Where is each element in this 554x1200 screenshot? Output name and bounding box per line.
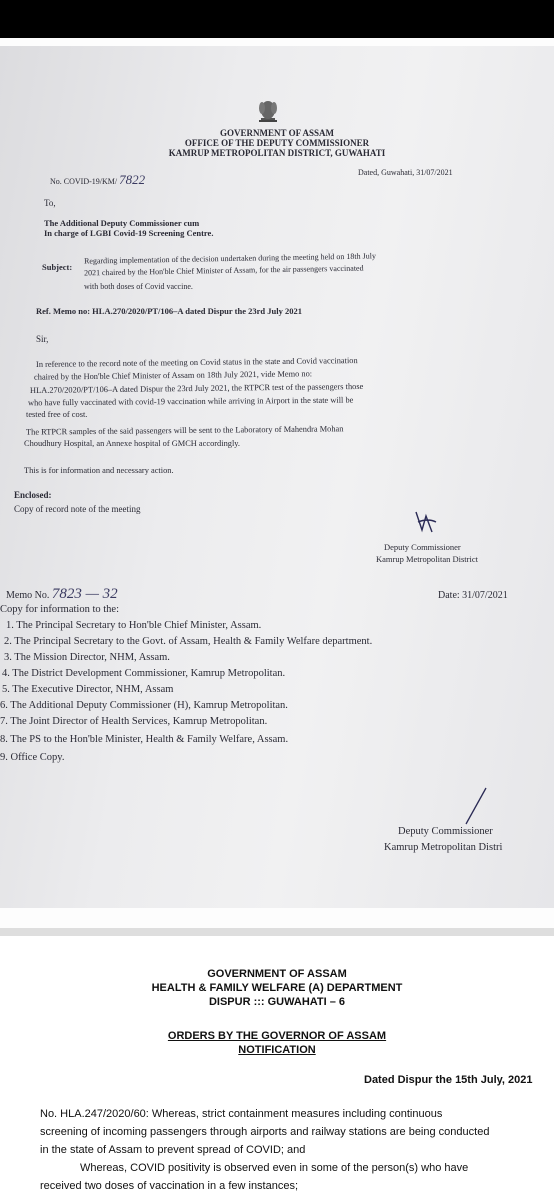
copy-item-6: 6. The Additional Deputy Commissioner (H), Kamrup Metropolitan. xyxy=(0,700,288,711)
copy-item-9: 9. Office Copy. xyxy=(0,752,65,763)
para2-line-2: Choudhury Hospital, an Annexe hospital of GMCH accordingly. xyxy=(24,439,241,448)
memo-date: Date: 31/07/2021 xyxy=(438,590,508,601)
reference-memo: Ref. Memo no: HLA.270/2020/PT/106–A dated Dispur the 23rd July 2021 xyxy=(36,306,302,316)
salutation: Sir, xyxy=(36,334,49,344)
notification-body-line-1: No. HLA.247/2020/60: Whereas, strict containment measures including continuous xyxy=(40,1108,443,1120)
signatory1-office: Kamrup Metropolitan District xyxy=(376,554,478,564)
copy-item-4: 4. The District Development Commissioner, Kamrup Metropolitan. xyxy=(2,668,286,679)
top-black-bar xyxy=(0,0,554,38)
memo-number xyxy=(6,586,118,603)
para1-line-4: who have fully vaccinated with covid-19 vaccination while arriving in Airport in the state will be xyxy=(27,395,354,408)
para3: This is for information and necessary action. xyxy=(24,466,174,475)
signature-1-icon xyxy=(412,508,440,536)
copy-item-7: 7. The Joint Director of Health Services, Kamrup Metropolitan. xyxy=(0,716,268,727)
addressee-line-1: The Additional Deputy Commissioner cum xyxy=(44,218,200,228)
orders-title: ORDERS BY THE GOVERNOR OF ASSAM xyxy=(167,1030,387,1042)
enclosed-label: Enclosed: xyxy=(14,490,52,500)
notification-title: NOTIFICATION xyxy=(238,1044,316,1056)
signatory2-title: Deputy Commissioner xyxy=(398,826,493,837)
section-divider xyxy=(0,928,554,936)
subject-line-1: Regarding implementation of the decision undertaken during the meeting held on 18th July xyxy=(83,251,376,266)
addressee-line-2: In charge of LGBI Covid-19 Screening Centre. xyxy=(44,228,214,238)
notification-body-line-3: in the state of Assam to prevent spread of COVID; and xyxy=(40,1144,306,1156)
notification-dated: Dated Dispur the 15th July, 2021 xyxy=(364,1074,533,1086)
enclosed-text: Copy of record note of the meeting xyxy=(14,504,141,514)
notification-body-line-4: Whereas, COVID positivity is observed even in some of the person(s) who have xyxy=(80,1162,469,1174)
signature-2-icon xyxy=(460,786,490,826)
letter-to: To, xyxy=(44,198,56,208)
copy-item-2: 2. The Principal Secretary to the Govt. of Assam, Health & Family Welfare department. xyxy=(4,636,373,647)
signatory1-title: Deputy Commissioner xyxy=(384,542,461,552)
copy-label: Copy for information to the: xyxy=(0,604,119,615)
para1-line-1: In reference to the record note of the meeting on Covid status in the state and Covid vaccination xyxy=(35,356,358,369)
notification-header-line-2: HEALTH & FAMILY WELFARE (A) DEPARTMENT xyxy=(151,982,403,994)
notification-document xyxy=(0,936,554,1200)
memo-handwritten: 7823 — 32 xyxy=(51,586,118,602)
copy-item-1: 1. The Principal Secretary to Hon'ble Chief Minister, Assam. xyxy=(6,620,262,631)
notification-body-line-2: screening of incoming passengers through airports and railway stations are being conducted xyxy=(40,1126,490,1138)
letter-header-line-2: OFFICE OF THE DEPUTY COMMISSIONER xyxy=(184,138,370,148)
para1-line-3: HLA.270/2020/PT/106–A dated Dispur the 23rd July 2021, the RTPCR test of the passengers those xyxy=(29,381,364,396)
para1-line-2: chaired by the Hon'ble Chief Minister of Assam on 18th July 2021, vide Memo no: xyxy=(33,369,313,382)
para1-line-5: tested free of cost. xyxy=(26,410,88,419)
signatory2-office: Kamrup Metropolitan Distri xyxy=(384,842,503,853)
letter-header-line-3: KAMRUP METROPOLITAN DISTRICT, GUWAHATI xyxy=(168,148,386,158)
copy-item-8: 8. The PS to the Hon'ble Minister, Health & Family Welfare, Assam. xyxy=(0,734,289,745)
subject-label: Subject: xyxy=(42,262,73,272)
notification-header-line-3: DISPUR ::: GUWAHATI – 6 xyxy=(208,996,346,1008)
para2-line-1: The RTPCR samples of the said passengers will be sent to the Laboratory of Mahendra Mohan xyxy=(25,424,344,437)
letter-photo xyxy=(0,46,554,908)
letter-ref-no xyxy=(50,172,145,188)
subject-line-2: 2021 chaired by the Hon'ble Chief Minister of Assam, for the air passengers vaccinated xyxy=(83,263,364,278)
ref-no-label: No. COVID-19/KM/ xyxy=(50,177,118,186)
copy-item-5: 5. The Executive Director, NHM, Assam xyxy=(2,684,174,695)
notification-body-line-5: received two doses of vaccination in a few instances; xyxy=(40,1180,299,1192)
notification-header-line-1: GOVERNMENT OF ASSAM xyxy=(207,968,347,980)
memo-label: Memo No. xyxy=(6,590,50,601)
letter-dated: Dated, Guwahati, 31/07/2021 xyxy=(358,168,453,177)
ref-no-handwritten: 7822 xyxy=(119,172,146,187)
ashoka-emblem-icon xyxy=(255,96,281,124)
copy-item-3: 3. The Mission Director, NHM, Assam. xyxy=(4,652,170,663)
letter-header-line-1: GOVERNMENT OF ASSAM xyxy=(219,128,334,138)
subject-line-3: with both doses of Covid vaccine. xyxy=(84,282,193,291)
